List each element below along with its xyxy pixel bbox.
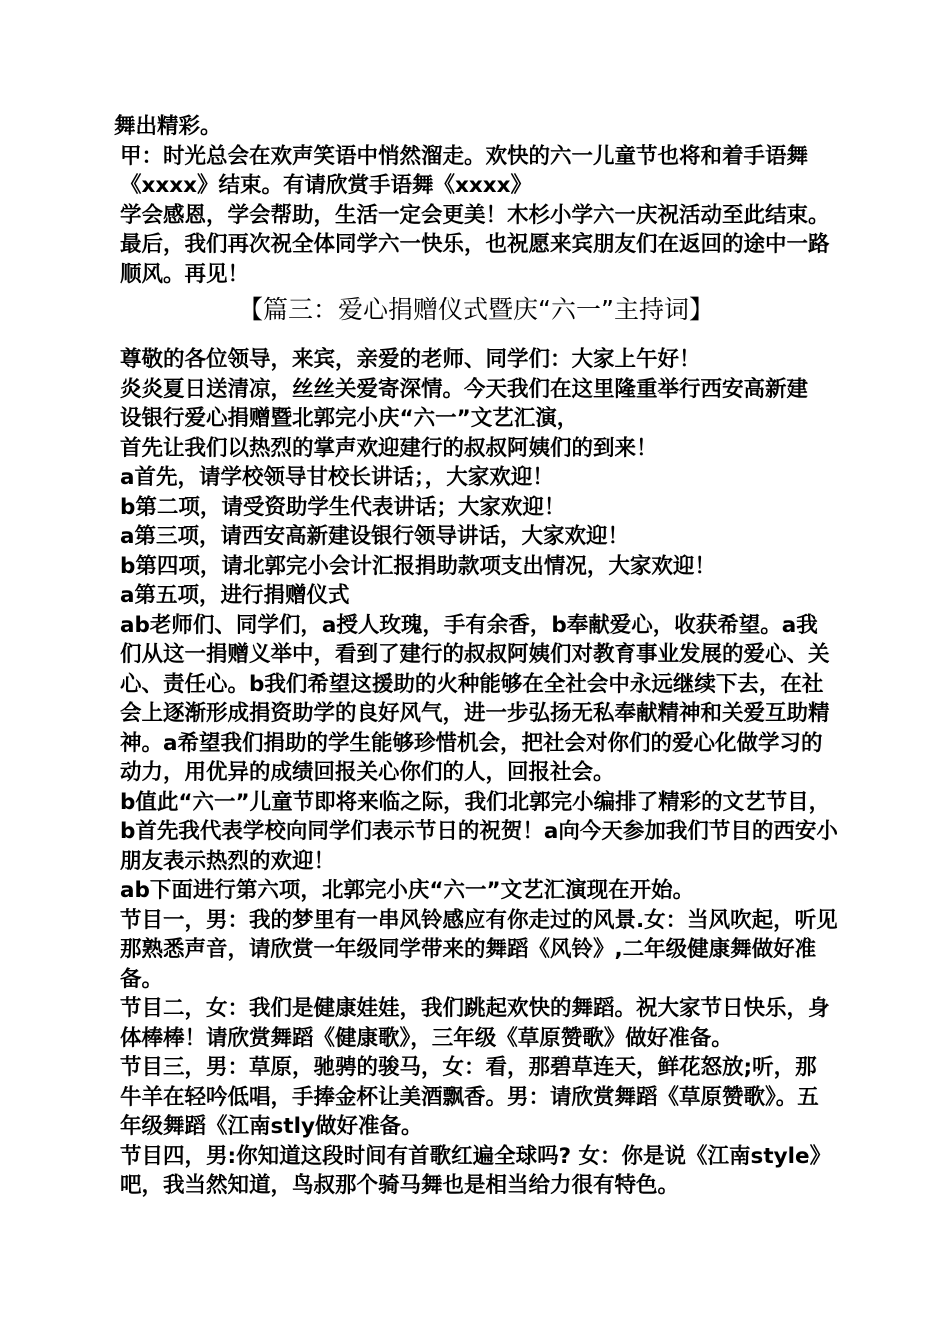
section-title: 【篇三：爱心捐赠仪式暨庆“六一”主持词】 (238, 295, 714, 324)
paragraph-childrens-day: b值此“六一”儿童节即将来临之际，我们北郭完小编排了精彩的文艺节目，b首先我代表学校向同学们表示节日的祝贺！a向今天参加我们节目的西安小朋友表示热烈的欢迎！ (120, 789, 838, 874)
paragraph-event-name: 设银行爱心捐赠暨北郭完小庆“六一”文艺汇演， (120, 406, 579, 431)
paragraph-item-6: ab下面进行第六项，北郭完小庆“六一”文艺汇演现在开始。 (120, 878, 695, 903)
paragraph-donation-speech: ab老师们、同学们，a授人玫瑰，手有余香，b奉献爱心，收获希望。a我们从这一捐赠义举中，看到了建行的叔叔阿姨们对教育事业发展的爱心、关心、责任心。b我们希望这援助的火种能够在全社会中永远继续下去，在社会上逐渐形成捐资助学的良好风气，进一步弘扬无私奉献精神和关爱互助精神。a希望我们捐助的学生能够珍惜机会，把社会对你们的爱心化做学习的动力，用优异的成绩回报关心你们的人，回报社会。 (120, 612, 830, 785)
paragraph-greeting: 尊敬的各位领导，来宾，亲爱的老师、同学们：大家上午好！ (120, 347, 701, 372)
paragraph-item-1: a首先，请学校领导甘校长讲话；，大家欢迎！ (120, 465, 554, 490)
paragraph-item-5: a第五项，进行捐赠仪式 (120, 583, 350, 608)
paragraph-program-3: 节目三，男：草原，驰骋的骏马，女：看，那碧草连天，鲜花怒放;听，那牛羊在轻吟低唱，手捧金杯让美酒飘香。男：请欣赏舞蹈《草原赞歌》。五年级舞蹈《江南stly做好准备。 (120, 1055, 819, 1139)
paragraph-farewell: 学会感恩，学会帮助，生活一定会更美！木杉小学六一庆祝活动至此结束。最后，我们再次祝全体同学六一快乐，也祝愿来宾朋友们在返回的途中一路顺风。再见！ (120, 202, 830, 287)
paragraph-item-2: b第二项，请受资助学生代表讲话；大家欢迎！ (120, 494, 566, 520)
paragraph-program-4: 节目四，男:你知道这段时间有首歌红遍全球吗? 女：你是说《江南style》吧，我当然知道，鸟叔那个骑马舞也是相当给力很有特色。 (120, 1143, 832, 1198)
paragraph-program-2: 节目二，女：我们是健康娃娃，我们跳起欢快的舞蹈。祝大家节日快乐，身体棒棒！请欣赏舞蹈《健康歌》，三年级《草原赞歌》做好准备。 (120, 996, 830, 1051)
paragraph-wudao-jingcai: 舞出精彩。 (114, 114, 222, 139)
paragraph-opening: 炎炎夏日送清凉，丝丝关爱寄深情。今天我们在这里隆重举行西安高新建 (120, 376, 809, 402)
paragraph-jia-closing: 甲：时光总会在欢声笑语中悄然溜走。欢快的六一儿童节也将和着手语舞《xxxx》结束。有请欣赏手语舞《xxxx》 (120, 143, 809, 198)
paragraph-program-1: 节目一，男：我的梦里有一串风铃感应有你走过的风景.女：当风吹起，听见那熟悉声音，请欣赏一年级同学带来的舞蹈《风铃》,二年级健康舞做好准备。 (120, 907, 838, 992)
paragraph-item-3: a第三项，请西安高新建设银行领导讲话，大家欢迎！ (120, 524, 630, 549)
document-body (114, 112, 838, 1201)
paragraph-welcome: 首先让我们以热烈的掌声欢迎建行的叔叔阿姨们的到来！ (120, 435, 658, 461)
paragraph-item-4: b第四项，请北郭完小会计汇报捐助款项支出情况，大家欢迎！ (120, 553, 716, 579)
